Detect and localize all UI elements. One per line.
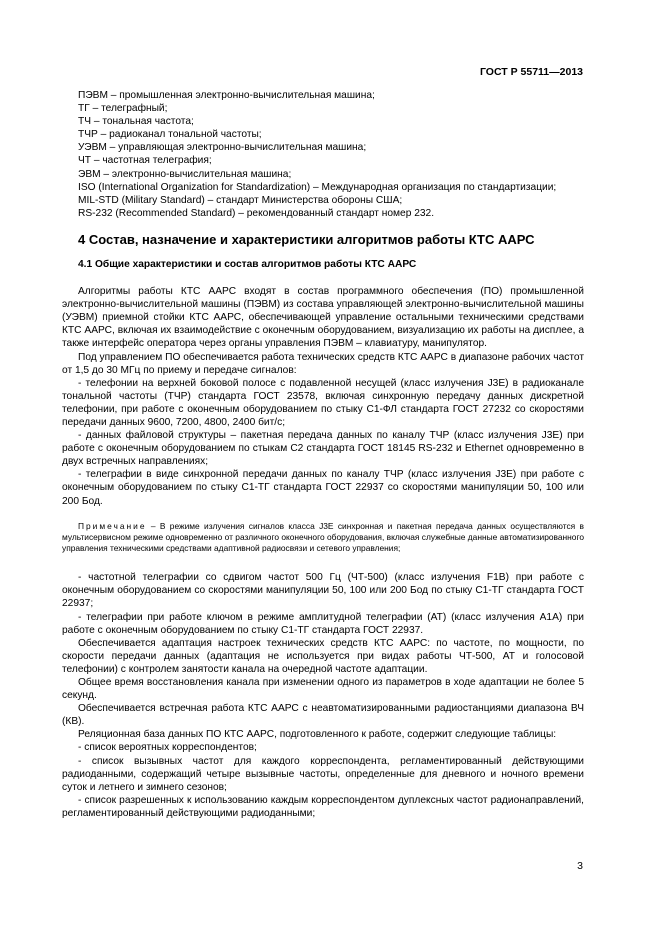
standard-header: ГОСТ Р 55711—2013 bbox=[479, 66, 583, 78]
paragraph: Общее время восстановления канала при изменении одного из параметров в ходе адаптации не более 5 секунд. bbox=[62, 676, 584, 702]
page-number: 3 bbox=[577, 860, 583, 872]
paragraph: Реляционная база данных ПО КТС ААРС, подготовленного к работе, содержит следующие таблицы: bbox=[78, 729, 557, 741]
paragraph: - данных файловой структуры – пакетная передача данных по каналу ТЧР (класс излучения J3E) при работе с оконечным оборудованием по стыкам С2 стандарта ГОСТ 18145 RS-232 и Ethernet одновременно в двух встречных направлениях; bbox=[62, 430, 584, 468]
paragraph: Обеспечивается встречная работа КТС ААРС с неавтоматизированными радиостанциями диапазона ВЧ (КВ). bbox=[62, 703, 584, 728]
paragraph: Под управлением ПО обеспечивается работа технических средств КТС ААРС в диапазоне рабочих частот от 1,5 до 30 МГц по приему и передаче сигналов: bbox=[62, 351, 584, 376]
definition-item: RS-232 (Recommended Standard) – рекомендованный стандарт номер 232. bbox=[78, 207, 435, 219]
section-title: 4 Состав, назначение и характеристики алгоритмов работы КТС ААРС bbox=[78, 231, 535, 247]
definition-item: ЭВМ – электронно-вычислительная машина; bbox=[78, 168, 292, 180]
note-label: Примечание bbox=[78, 520, 147, 531]
list-item: - список вызывных частот для каждого корреспондента, регламентированный действующими радиоданными, содержащий четыре вызывные частоты, определенные для дневного и ночного времени суток и летнего и зимнего сезонов; bbox=[62, 755, 584, 793]
definition-item: ТГ – телеграфный; bbox=[78, 103, 168, 115]
paragraph: - телеграфии при работе ключом в режиме амплитудной телеграфии (АТ) (класс излучения A1A) при работе с оконечным оборудованием по стыку С1-ТГ стандарта ГОСТ 22937. bbox=[62, 611, 584, 636]
definitions-list bbox=[62, 89, 584, 220]
list-item: - список разрешенных к использованию каждым корреспондентом дуплексных частот радионаправлений, регламентированный действующими радиоданными; bbox=[62, 794, 584, 819]
note bbox=[62, 521, 584, 555]
definition-item: ПЭВМ – промышленная электронно-вычислительная машина; bbox=[78, 90, 375, 101]
definition-item: MIL-STD (Military Standard) – стандарт Министерства обороны США; bbox=[78, 194, 403, 206]
definition-item: ЧТ – частотная телеграфия; bbox=[78, 155, 212, 167]
paragraph: - телефонии на верхней боковой полосе с подавленной несущей (класс излучения J3E) в радиоканале тональной частоты (ТЧР) стандарта ГОСТ 23578, включая синхронную передачу данных дискретной телефонии, при работе с оконечным оборудованием по стыку С1-ФЛ стандарта ГОСТ 27232 со скоростями передачи данных 9600, 7200, 4800, 2400 бит/с; bbox=[62, 377, 584, 428]
paragraph: Алгоритмы работы КТС ААРС входят в состав программного обеспечения (ПО) промышленной электронно-вычислительной машины (ПЭВМ) из состава управляющей электронно-вычислительной машины (УЭВМ) приемной стойки КТС ААРС, обеспечивающей управление остальными техническими средствами КТС ААРС, включая их взаимодействие с оконечным оборудованием, визуализацию их работы на дисплее, а также интерфейс оператора через органы управления ПЭВМ – клавиатуру, манипулятор. bbox=[62, 286, 584, 350]
definition-item: ISO (International Organization for Standardization) – Международная организация по стандартизации; bbox=[78, 181, 557, 193]
paragraph: - телеграфии в виде синхронной передачи данных по каналу ТЧР (класс излучения J3E) при работе с оконечным оборудованием по стыку С1-ТГ стандарта ГОСТ 22937 со скоростями манипуляции 50, 100 или 200 Бод. bbox=[62, 469, 584, 507]
paragraph: - частотной телеграфии со сдвигом частот 500 Гц (ЧТ-500) (класс излучения F1B) при работе с оконечным оборудованием со скоростями манипуляции 50, 100 или 200 Бод по стыку С1-ТГ стандарта ГОСТ 22937; bbox=[62, 572, 584, 610]
paragraph: Обеспечивается адаптация настроек технических средств КТС ААРС: по частоте, по мощности, по скорости передачи данных (адаптация не используется при видах работы ЧТ-500, АТ и голосовой телефонии) с контролем занятости канала на очередной частоте адаптации. bbox=[62, 637, 584, 675]
definition-item: УЭВМ – управляющая электронно-вычислительная машина; bbox=[78, 142, 367, 154]
definition-item: ТЧР – радиоканал тональной частоты; bbox=[78, 129, 262, 141]
page-body bbox=[62, 89, 584, 820]
definition-item: ТЧ – тональная частота; bbox=[78, 116, 194, 128]
list-item: - список вероятных корреспондентов; bbox=[78, 742, 257, 754]
subsection-title: 4.1 Общие характеристики и состав алгоритмов работы КТС ААРС bbox=[78, 258, 417, 270]
note-text: – В режиме излучения сигналов класса J3E синхронная и пакетная передача данных осуществляются в мультисервисном режиме одновременно от различного оконечного оборудования, включая служебные данные автоматизированного управления техническими средствами адаптивной радиосвязи и сетевого управления; bbox=[62, 520, 584, 554]
